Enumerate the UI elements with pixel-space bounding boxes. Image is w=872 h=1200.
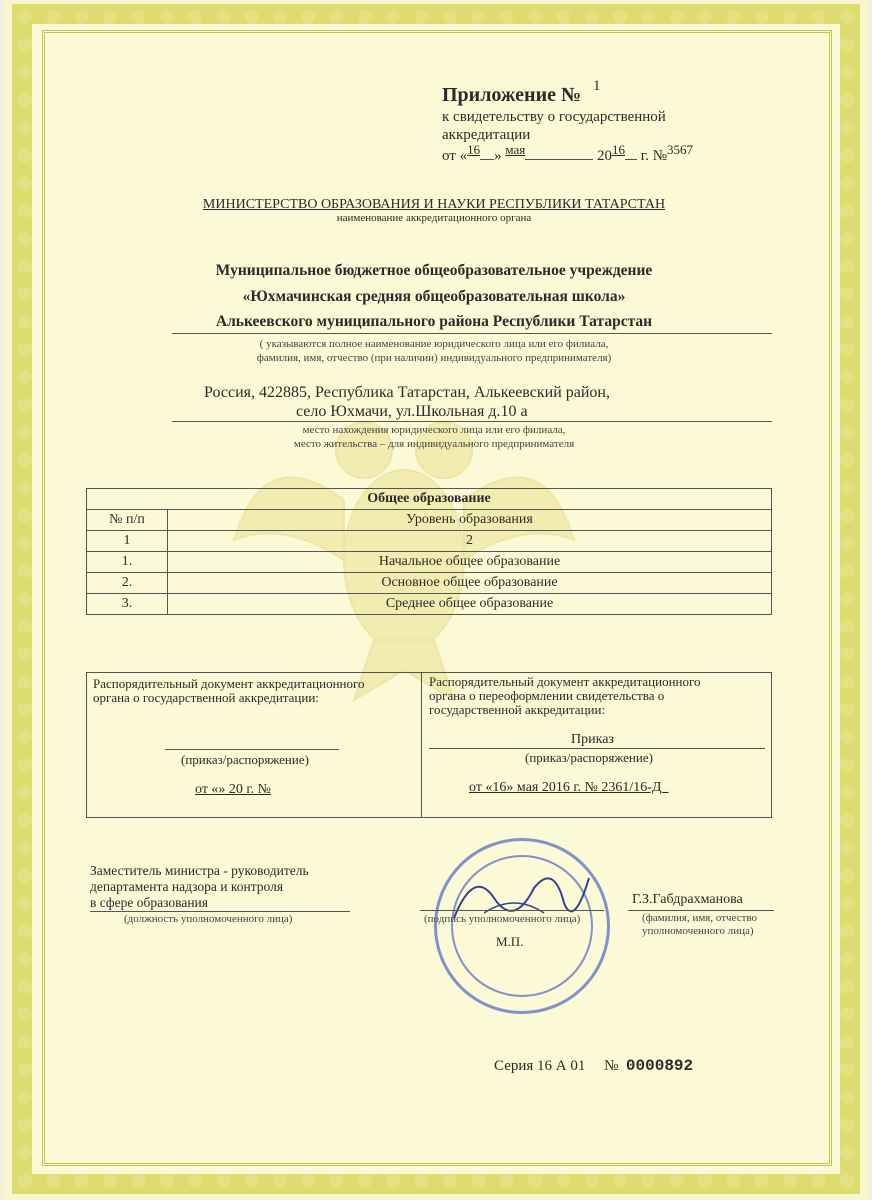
handwritten-signature [444,858,594,938]
organization-line3: Алькеевского муниципального района Республики Татарстан [215,313,653,330]
signer-name: Г.З.Габдрахманова [632,892,743,907]
date-year-suffix: 16 [612,142,625,157]
organization-line2: «Юхмачинская средняя общеобразовательная школа» [242,288,626,305]
left-doc-line2: органа о государственной аккредитации: [93,690,319,705]
date-month: мая [505,142,526,157]
annex-subtitle-line1: к свидетельству о государственной [442,109,666,125]
table-row [87,594,772,615]
position-underline [90,911,350,912]
table-header-row [87,510,772,531]
signer-position-line1: Заместитель министра - руководитель [90,863,309,878]
left-doc-line1: Распорядительный документ аккредитационного [93,676,365,691]
left-doc-date: от «» 20 г. № [195,782,271,797]
documents-divider [421,673,422,817]
signature-caption: (подпись уполномоченного лица) [424,913,581,925]
series-label: Серия 16 А 01 [494,1058,586,1074]
organization-caption1: ( указываются полное наименование юридического лица или его филиала, [259,338,609,350]
address-caption1: место нахождения юридического лица или его филиала, [302,424,566,436]
right-doc-date: от «16» мая 2016 г. № 2361/16-Д_ [469,780,669,795]
signer-name-caption1: (фамилия, имя, отчество [642,912,758,924]
table-row [87,552,772,573]
date-cert-label: г. № [640,148,668,164]
education-table [86,488,772,615]
annex-subtitle-line2: аккредитации [442,127,531,143]
date-year-prefix: 20 [597,148,612,164]
table-row [87,573,772,594]
row-level: Начальное общее образование [168,552,772,573]
header-number: № п/п [87,510,168,531]
form-number: 0000892 [625,1057,694,1075]
annex-date-row [442,142,694,165]
right-doc-type: Приказ [571,732,614,747]
index-col1: 1 [87,531,168,552]
row-number: 1. [87,552,168,573]
number-label: № [604,1058,619,1074]
annex-title: Приложение № [442,84,582,106]
signature-underline [420,910,604,911]
ministry-caption: наименование аккредитационного органа [336,212,532,224]
index-col2: 2 [168,531,772,552]
seal-place-label: М.П. [496,934,524,949]
table-title: Общее образование [87,489,772,510]
left-doc-caption: (приказ/распоряжение) [181,752,309,767]
row-level: Основное общее образование [168,573,772,594]
row-number: 3. [87,594,168,615]
date-from-label: от « [442,148,468,164]
certificate-number: 3567 [667,142,694,157]
address-underline [172,421,772,422]
table-title-row [87,489,772,510]
position-caption: (должность уполномоченного лица) [124,913,293,925]
row-number: 2. [87,573,168,594]
right-doc-line3: государственной аккредитации: [429,702,606,717]
header-level: Уровень образования [168,510,772,531]
right-doc-line2: органа о переоформлении свидетельства о [429,688,665,703]
address-line1: Россия, 422885, Республика Татарстан, Алькеевский район, [204,384,610,401]
organization-line1: Муниципальное бюджетное общеобразовательное учреждение [215,262,653,279]
certificate-sheet [4,0,868,1200]
ministry-name: МИНИСТЕРСТВО ОБРАЗОВАНИЯ И НАУКИ РЕСПУБЛИКИ ТАТАРСТАН [202,197,666,212]
organization-underline [172,333,772,334]
address-caption2: место жительства – для индивидуального предпринимателя [293,438,575,450]
documents-box [86,672,772,818]
table-index-row [87,531,772,552]
right-doc-line1: Распорядительный документ аккредитационного [429,674,701,689]
date-close-quote: » [494,148,502,164]
signer-name-underline [628,910,774,911]
date-day: 16 [467,142,481,157]
right-doc-type-line [429,748,765,749]
left-doc-type-line [165,749,339,750]
annex-number: 1 [593,78,601,94]
signer-name-caption2: уполномоченного лица) [642,925,754,937]
signer-position-line2: департамента надзора и контроля [90,879,284,894]
signer-position-line3: в сфере образования [90,895,208,910]
right-doc-caption: (приказ/распоряжение) [525,750,653,765]
row-level: Среднее общее образование [168,594,772,615]
serial-number [494,1057,693,1075]
address-line2: село Юхмачи, ул.Школьная д.10 а [296,403,528,420]
organization-caption2: фамилия, имя, отчество (при наличии) индивидуального предпринимателя) [256,352,612,364]
